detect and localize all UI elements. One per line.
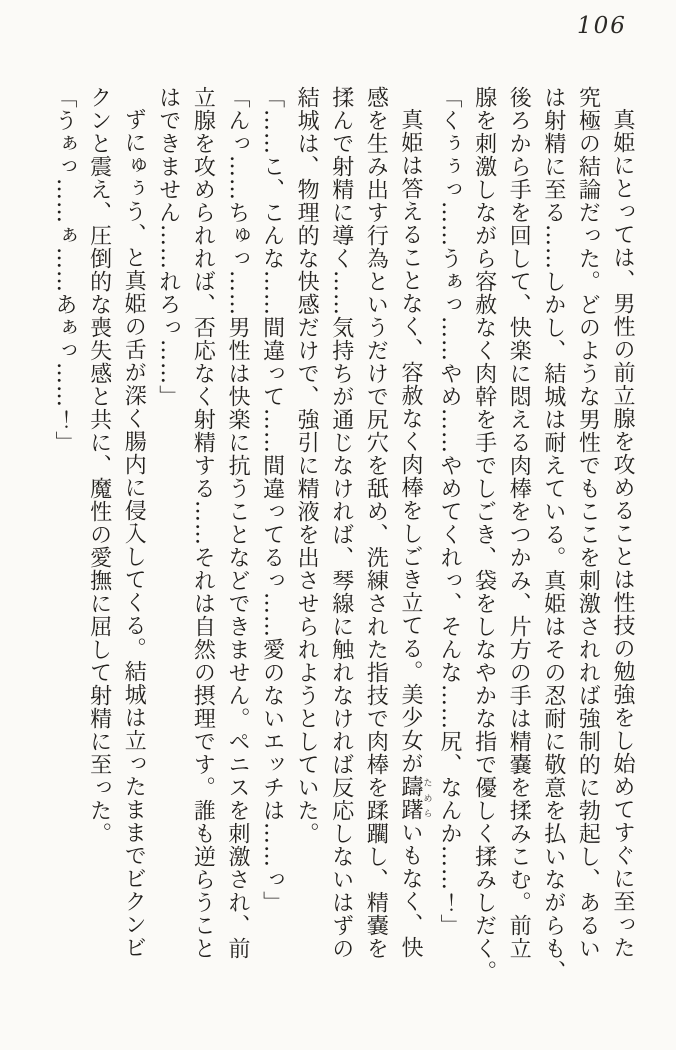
text-line: [46, 86, 81, 1026]
body-text: [46, 86, 639, 1026]
text-segment: 真姫にとっては、男性の前立腺を攻めることは性技の勉強をし始めてすぐに至った: [610, 108, 635, 959]
text-line: [392, 86, 431, 1026]
text-line: [323, 86, 358, 1026]
ruby-annotated-word: [397, 775, 432, 821]
ruby-text: ためら: [421, 775, 432, 821]
text-segment: 「……こ、こんな……間違って……間違ってるっ……愛のないエッチは……っ」: [259, 86, 285, 914]
text-segment: ずにゅぅう、と真姫の舌が深く腸内に侵入してくる。結城は立ったままでビクンビ: [121, 108, 147, 959]
text-line: [535, 86, 570, 1026]
text-segment: クンと震え、圧倒的な喪失感と共に、魔性の愛撫に屈して射精に至った。: [86, 86, 112, 845]
text-line: [219, 86, 254, 1026]
text-line: [466, 86, 501, 1026]
text-segment: 揉んで射精に導く……気持ちが通じなければ、琴線に触れなければ反応しないはずの: [328, 86, 354, 960]
text-segment: 「んっ……ちゅっ……男性は快楽に抗うことなどできません。ペニスを刺激され、前: [224, 86, 250, 960]
text-segment: 真姫は答えることなく、容赦なく肉棒をしごき立てる。美少女が: [397, 108, 423, 775]
text-line: [431, 86, 466, 1026]
text-line: [358, 86, 393, 1026]
text-segment: 立腺を攻められれば、否応なく射精する……それは自然の摂理です。誰も逆らうこと: [190, 86, 216, 960]
text-line: [185, 86, 220, 1026]
text-segment: 感を生み出す行為というだけで尻穴を舐め、洗練された指技で肉棒を蹂躙し、精嚢を: [363, 86, 389, 960]
text-line: [501, 86, 536, 1026]
text-segment: 結城は、物理的な快感だけで、強引に精液を出させられようとしていた。: [294, 86, 320, 845]
ruby-base: 躊躇: [397, 775, 423, 821]
text-segment: は射精に至る……しかし、結城は耐えている。真姫はその忍耐に敬意を払いながらも、: [540, 86, 566, 983]
text-line: [570, 86, 605, 1026]
text-segment: 究極の結論だった。どのような男性でもここを刺激されれば強制的に勃起し、あるい: [575, 86, 601, 960]
text-segment: いもなく、快: [397, 821, 423, 959]
text-segment: はできません……れろっ……」: [155, 86, 181, 408]
text-line: [150, 86, 185, 1026]
page-number: 106: [577, 13, 627, 39]
text-line: [289, 86, 324, 1026]
text-segment: 腺を刺激しながら容赦なく肉幹を手でしごき、袋をしなやかな指で優しく揉みしだく。: [471, 86, 497, 983]
text-line: [604, 86, 639, 1026]
text-line: [254, 86, 289, 1026]
text-segment: 「くぅぅっ……うぁっ……やめ……やめてくれっ、そんな……尻、なんか……！」: [437, 86, 463, 937]
text-segment: 後ろから手を回して、快楽に悶える肉棒をつかみ、片方の手は精嚢を揉みこむ。前立: [506, 86, 532, 960]
text-segment: 「うぁっ……ぁ……あぁっ……！」: [52, 86, 77, 454]
text-line: [116, 86, 151, 1026]
text-line: [81, 86, 116, 1026]
